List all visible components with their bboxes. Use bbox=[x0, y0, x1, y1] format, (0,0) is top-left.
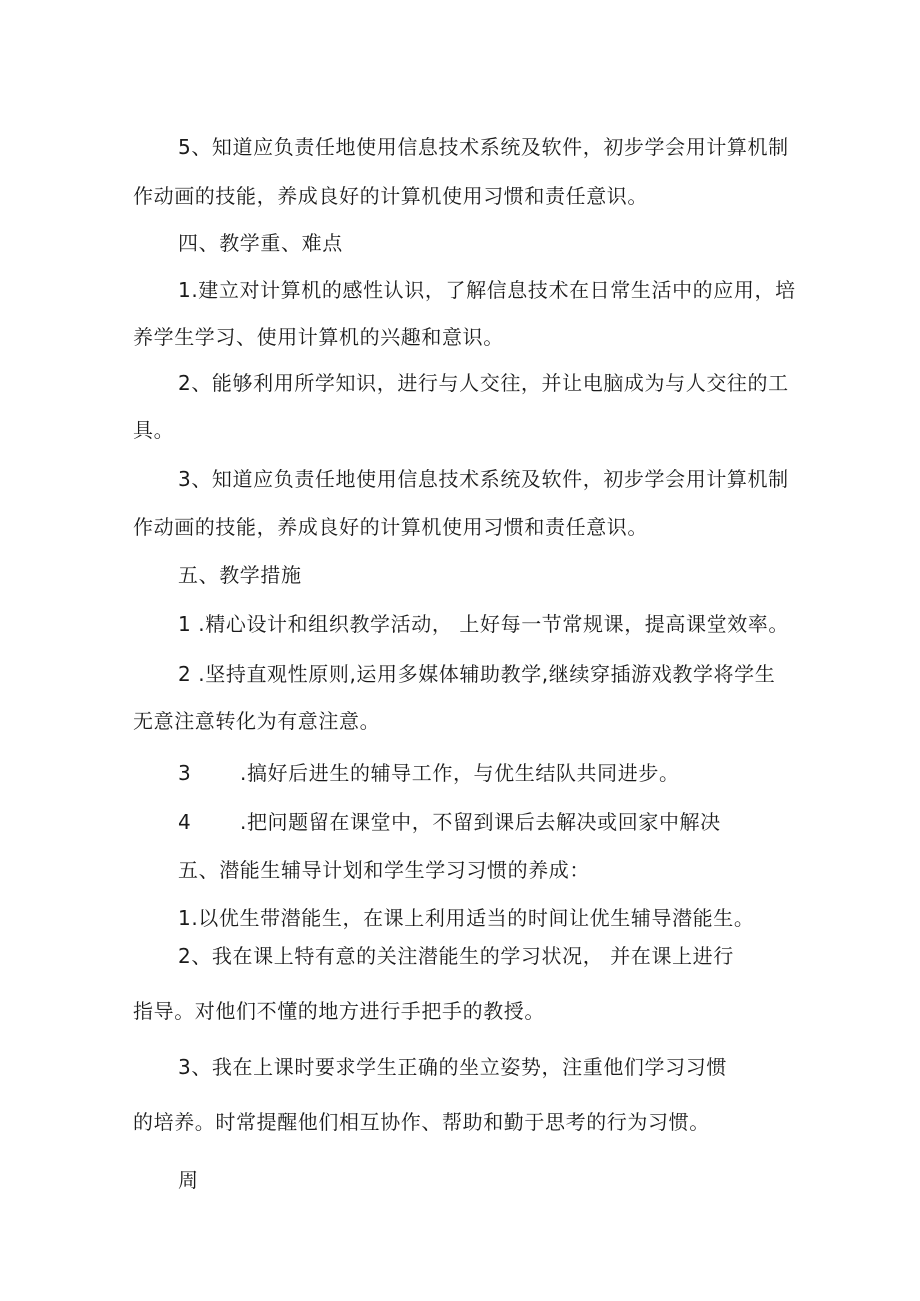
tutor2-line1: 2、我在课上特有意的关注潜能生的学习状况， 并在课上进行 bbox=[178, 944, 734, 968]
focus1-line1: 1.建立对计算机的感性认识，了解信息技术在日常生活中的应用，培 bbox=[178, 278, 796, 302]
measure3-number: 3 bbox=[178, 761, 192, 785]
heading-key-difficult-points: 四、教学重、难点 bbox=[178, 231, 343, 255]
focus3-line2: 作动画的技能，养成良好的计算机使用习惯和责任意识。 bbox=[133, 515, 648, 539]
focus1-line2: 养学生学习、使用计算机的兴趣和意识。 bbox=[133, 325, 504, 349]
tutor3-line2: 的培养。时常提醒他们相互协作、帮助和勤于思考的行为习惯。 bbox=[133, 1110, 710, 1134]
measure4-text: .把问题留在课堂中，不留到课后去解决或回家中解决 bbox=[240, 810, 721, 834]
focus2-line1: 2、能够利用所学知识，进行与人交往，并让电脑成为与人交往的工 bbox=[178, 371, 789, 395]
measure3 bbox=[178, 760, 680, 786]
measure1: 1 .精心设计和组织教学活动， 上好每一节常规课，提高课堂效率。 bbox=[178, 612, 789, 636]
measure2-line2: 无意注意转化为有意注意。 bbox=[133, 709, 381, 733]
measure4-number: 4 bbox=[178, 810, 192, 834]
item5-line1: 5、知道应负责任地使用信息技术系统及软件，初步学会用计算机制 bbox=[178, 135, 789, 159]
tutor2-line2: 指导。对他们不懂的地方进行手把手的教授。 bbox=[133, 999, 545, 1023]
tutor3-line1: 3、我在上课时要求学生正确的坐立姿势，注重他们学习习惯 bbox=[178, 1055, 727, 1079]
focus2-line2: 具。 bbox=[133, 418, 175, 442]
focus3-line1: 3、知道应负责任地使用信息技术系统及软件，初步学会用计算机制 bbox=[178, 467, 789, 491]
measure2-line1: 2 .坚持直观性原则,运用多媒体辅助教学,继续穿插游戏教学将学生 bbox=[178, 662, 776, 686]
item5-line2: 作动画的技能，养成良好的计算机使用习惯和责任意识。 bbox=[133, 184, 648, 208]
measure3-text: .搞好后进生的辅导工作，与优生结队共同进步。 bbox=[240, 761, 680, 785]
heading-teaching-measures: 五、教学措施 bbox=[178, 563, 302, 587]
measure4 bbox=[178, 809, 721, 835]
trailing-fragment: 周 bbox=[178, 1168, 199, 1192]
tutor1: 1.以优生带潜能生，在课上利用适当的时间让优生辅导潜能生。 bbox=[178, 906, 755, 930]
heading-tutoring-plan: 五、潜能生辅导计划和学生学习习惯的养成： bbox=[178, 858, 590, 882]
